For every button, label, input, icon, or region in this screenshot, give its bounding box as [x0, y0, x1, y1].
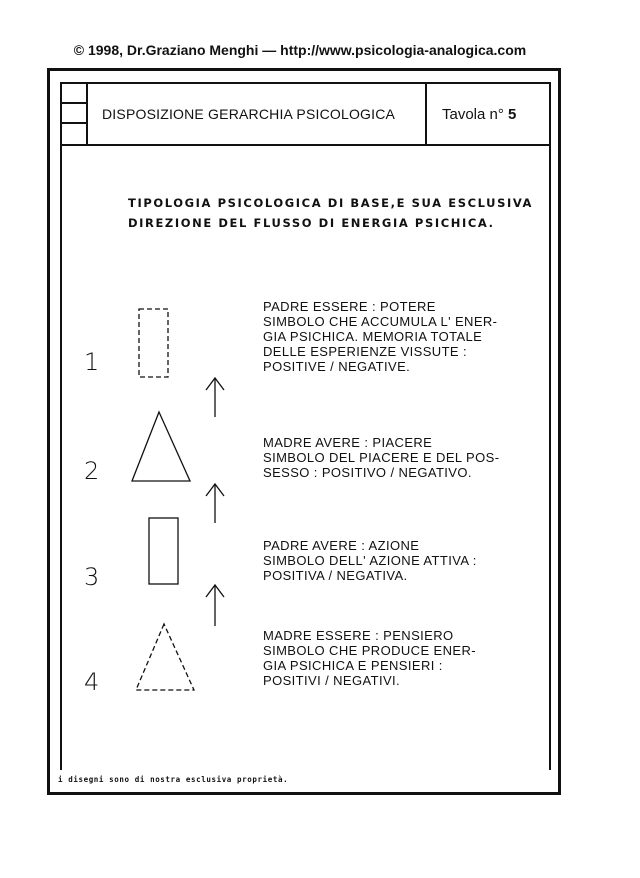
tavola-number: 5: [508, 106, 517, 123]
up-arrow-icon: [206, 378, 224, 417]
subtitle-line-1: TIPOLOGIA PSICOLOGICA DI BASE,E SUA ESCLUSIVA: [128, 196, 534, 210]
subtitle-line-2: DIREZIONE DEL FLUSSO DI ENERGIA PSICHICA.: [128, 216, 495, 230]
item-description: [263, 628, 476, 688]
footer-note: i disegni sono di nostra esclusiva proprietà.: [58, 775, 289, 784]
copyright-line: © 1998, Dr.Graziano Menghi — http://www.psicologia-analogica.com: [73, 42, 527, 58]
item-description: [263, 435, 499, 480]
dashed-rectangle-symbol: [139, 309, 168, 377]
description-line: SIMBOLO CHE PRODUCE ENER-: [263, 643, 476, 658]
solid-rectangle-symbol: [149, 518, 178, 584]
solid-triangle-symbol: [132, 412, 190, 481]
description-line: MADRE AVERE : PIACERE: [263, 435, 433, 450]
description-line: SESSO : POSITIVO / NEGATIVO.: [263, 465, 472, 480]
description-line: DELLE ESPERIENZE VISSUTE :: [263, 344, 468, 359]
plate-sheet: [47, 68, 561, 795]
item-number: 4: [84, 668, 100, 696]
description-line: MADRE ESSERE : PENSIERO: [263, 628, 454, 643]
item-description: [263, 299, 497, 374]
item-number: 3: [84, 563, 100, 591]
description-line: GIA PSICHICA E PENSIERI :: [263, 658, 443, 673]
item-description: [263, 538, 477, 583]
description-line: SIMBOLO DEL PIACERE E DEL POS-: [263, 450, 500, 465]
description-line: PADRE AVERE : AZIONE: [263, 538, 420, 553]
up-arrow-icon: [206, 484, 224, 523]
item-number: 1: [84, 348, 100, 376]
up-arrow-icon: [206, 585, 224, 626]
description-line: POSITIVI / NEGATIVI.: [263, 673, 401, 688]
description-line: GIA PSICHICA. MEMORIA TOTALE: [263, 329, 483, 344]
description-line: POSITIVE / NEGATIVE.: [263, 359, 411, 374]
description-line: POSITIVA / NEGATIVA.: [263, 568, 408, 583]
item-number: 2: [84, 457, 100, 485]
dashed-triangle-symbol: [136, 624, 194, 690]
plate-title: DISPOSIZIONE GERARCHIA PSICOLOGICA: [102, 106, 396, 122]
description-line: PADRE ESSERE : POTERE: [263, 299, 436, 314]
description-line: SIMBOLO CHE ACCUMULA L' ENER-: [263, 314, 498, 329]
description-line: SIMBOLO DELL' AZIONE ATTIVA :: [263, 553, 477, 568]
tavola-label: Tavola n°: [442, 106, 504, 123]
